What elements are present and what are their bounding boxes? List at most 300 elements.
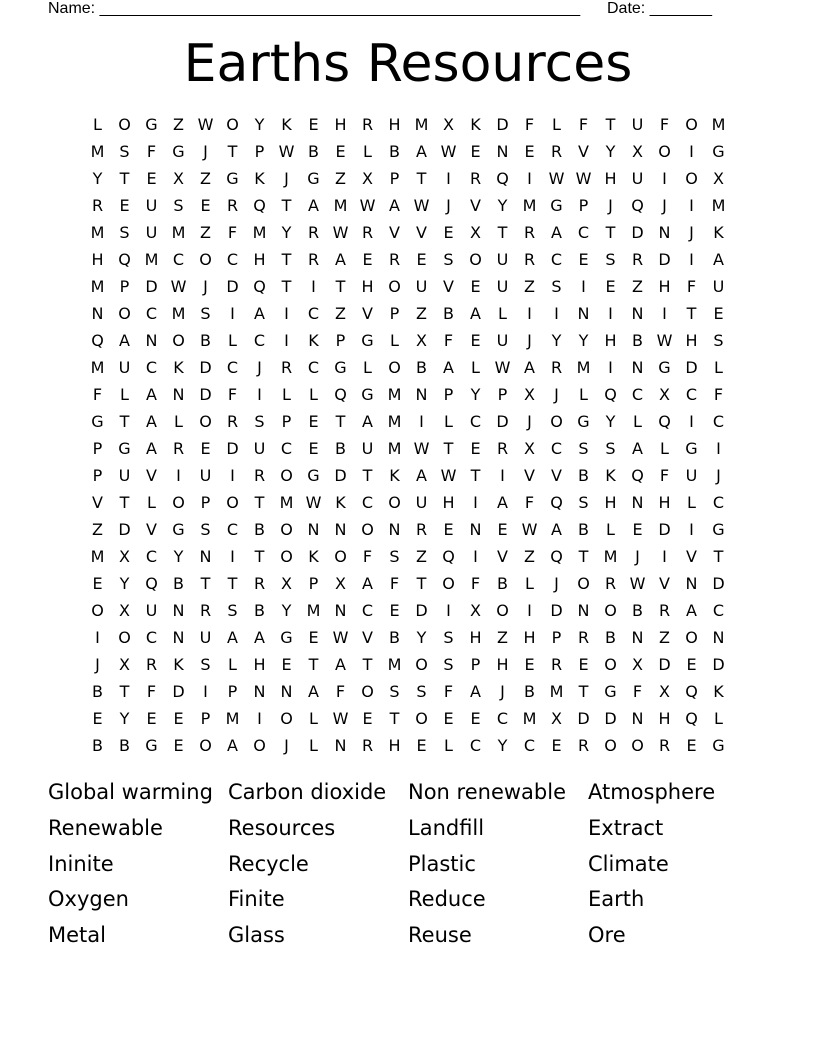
grid-letter: Q <box>334 385 347 404</box>
grid-letter: E <box>713 304 724 323</box>
grid-letter: I <box>689 142 694 161</box>
grid-letter: T <box>227 574 238 593</box>
grid-letter: U <box>118 466 131 485</box>
grid-letter: D <box>172 682 185 701</box>
grid-letter: O <box>253 736 266 755</box>
grid-letter: E <box>281 655 292 674</box>
grid-letter: Q <box>658 412 671 431</box>
grid-letter: L <box>714 709 723 728</box>
grid-letter: O <box>388 493 401 512</box>
header-line <box>48 0 712 20</box>
grid-letter: O <box>685 115 698 134</box>
grid-row <box>84 273 732 300</box>
grid-letter: X <box>443 115 454 134</box>
grid-letter: P <box>335 331 346 350</box>
grid-letter: V <box>92 493 103 512</box>
grid-letter: A <box>254 304 265 323</box>
grid-letter: S <box>173 196 184 215</box>
grid-letter: M <box>90 142 105 161</box>
grid-letter: U <box>199 628 212 647</box>
grid-letter: O <box>496 601 509 620</box>
grid-letter: C <box>685 385 698 404</box>
grid-letter: C <box>226 358 239 377</box>
grid-letter: E <box>443 709 454 728</box>
grid-letter: N <box>577 304 590 323</box>
grid-letter: H <box>469 628 482 647</box>
grid-letter: R <box>523 223 536 242</box>
grid-letter: B <box>254 520 265 539</box>
grid-letter: L <box>606 520 615 539</box>
grid-letter: A <box>416 142 427 161</box>
grid-letter: Y <box>254 115 265 134</box>
grid-letter: U <box>118 358 131 377</box>
grid-letter: U <box>145 223 158 242</box>
grid-letter: Q <box>253 277 266 296</box>
grid-letter: G <box>226 169 239 188</box>
grid-letter: Z <box>416 304 427 323</box>
grid-letter: E <box>200 196 211 215</box>
grid-letter: M <box>333 196 348 215</box>
grid-letter: L <box>660 439 669 458</box>
grid-letter: L <box>471 358 480 377</box>
grid-letter: S <box>119 223 130 242</box>
grid-letter: T <box>389 709 400 728</box>
grid-row <box>84 435 732 462</box>
grid-letter: F <box>146 142 157 161</box>
grid-letter: G <box>307 466 320 485</box>
word-list-item: Oxygen <box>48 887 129 912</box>
grid-letter: C <box>361 601 374 620</box>
grid-letter: R <box>469 169 482 188</box>
grid-letter: C <box>226 250 239 269</box>
grid-letter: N <box>631 493 644 512</box>
grid-row <box>84 624 732 651</box>
grid-letter: I <box>473 547 478 566</box>
grid-letter: T <box>335 277 346 296</box>
grid-letter: O <box>685 169 698 188</box>
grid-letter: E <box>470 439 481 458</box>
word-list-item: Ininite <box>48 851 114 876</box>
grid-letter: E <box>335 142 346 161</box>
grid-letter: O <box>199 736 212 755</box>
grid-letter: Y <box>173 547 184 566</box>
grid-letter: J <box>203 277 208 296</box>
grid-letter: X <box>659 385 670 404</box>
grid-letter: E <box>632 520 643 539</box>
grid-letter: S <box>416 682 427 701</box>
grid-letter: F <box>146 682 157 701</box>
word-list <box>48 776 768 955</box>
grid-letter: P <box>119 277 130 296</box>
grid-letter: X <box>524 439 535 458</box>
grid-letter: T <box>686 304 697 323</box>
grid-letter: R <box>550 655 563 674</box>
grid-letter: O <box>91 601 104 620</box>
grid-letter: U <box>685 466 698 485</box>
grid-letter: V <box>578 142 589 161</box>
grid-letter: B <box>173 574 184 593</box>
grid-letter: E <box>470 142 481 161</box>
grid-letter: T <box>254 547 265 566</box>
grid-letter: E <box>686 655 697 674</box>
grid-letter: L <box>579 385 588 404</box>
grid-letter: J <box>527 412 532 431</box>
grid-letter: R <box>253 466 266 485</box>
grid-letter: I <box>662 304 667 323</box>
grid-letter: U <box>496 250 509 269</box>
grid-letter: R <box>604 574 617 593</box>
grid-letter: I <box>554 304 559 323</box>
grid-letter: N <box>658 223 671 242</box>
grid-letter: C <box>523 736 536 755</box>
grid-letter: E <box>443 223 454 242</box>
grid-row <box>84 543 732 570</box>
grid-letter: C <box>550 439 563 458</box>
grid-letter: R <box>91 196 104 215</box>
grid-letter: S <box>605 250 616 269</box>
grid-letter: H <box>253 250 266 269</box>
grid-letter: P <box>200 493 211 512</box>
grid-letter: Q <box>118 250 131 269</box>
grid-letter: S <box>578 493 589 512</box>
grid-letter: Y <box>416 628 427 647</box>
grid-letter: E <box>92 574 103 593</box>
grid-letter: M <box>387 385 402 404</box>
grid-letter: Z <box>335 304 346 323</box>
grid-letter: D <box>577 709 590 728</box>
grid-letter: G <box>604 682 617 701</box>
grid-letter: Q <box>604 385 617 404</box>
grid-letter: F <box>335 682 346 701</box>
grid-letter: N <box>415 385 428 404</box>
grid-letter: H <box>685 331 698 350</box>
grid-letter: W <box>440 466 457 485</box>
grid-letter: G <box>712 736 725 755</box>
grid-letter: I <box>230 547 235 566</box>
grid-letter: G <box>685 439 698 458</box>
grid-letter: Y <box>605 412 616 431</box>
grid-letter: C <box>145 304 158 323</box>
grid-letter: H <box>658 277 671 296</box>
grid-letter: T <box>605 115 616 134</box>
grid-letter: R <box>172 439 185 458</box>
grid-letter: E <box>362 250 373 269</box>
grid-letter: R <box>577 736 590 755</box>
grid-letter: J <box>257 358 262 377</box>
grid-letter: B <box>524 682 535 701</box>
grid-row <box>84 246 732 273</box>
grid-letter: A <box>443 358 454 377</box>
grid-letter: S <box>389 547 400 566</box>
grid-letter: R <box>361 736 374 755</box>
grid-letter: C <box>145 628 158 647</box>
grid-letter: H <box>604 493 617 512</box>
grid-letter: E <box>497 520 508 539</box>
grid-letter: O <box>604 601 617 620</box>
grid-letter: Q <box>145 574 158 593</box>
grid-letter: K <box>254 169 265 188</box>
grid-letter: R <box>361 223 374 242</box>
grid-letter: N <box>334 736 347 755</box>
grid-letter: J <box>635 547 640 566</box>
grid-letter: L <box>552 115 561 134</box>
grid-letter: V <box>551 466 562 485</box>
grid-letter: G <box>658 358 671 377</box>
grid-letter: A <box>389 196 400 215</box>
grid-letter: D <box>226 277 239 296</box>
grid-letter: K <box>470 115 481 134</box>
grid-letter: G <box>334 358 347 377</box>
grid-letter: S <box>254 412 265 431</box>
grid-letter: X <box>470 223 481 242</box>
grid-letter: R <box>226 412 239 431</box>
grid-letter: D <box>685 358 698 377</box>
grid-letter: Y <box>497 736 508 755</box>
grid-letter: D <box>658 250 671 269</box>
grid-letter: J <box>554 574 559 593</box>
grid-letter: Y <box>119 709 130 728</box>
grid-letter: U <box>712 277 725 296</box>
grid-letter: H <box>658 709 671 728</box>
grid-letter: C <box>145 547 158 566</box>
grid-letter: S <box>605 439 616 458</box>
grid-row <box>84 354 732 381</box>
page-title: Earths Resources <box>183 34 633 94</box>
grid-letter: B <box>578 466 589 485</box>
grid-letter: L <box>120 385 129 404</box>
grid-letter: A <box>362 412 373 431</box>
grid-letter: E <box>92 709 103 728</box>
grid-letter: L <box>282 385 291 404</box>
grid-letter: L <box>363 142 372 161</box>
grid-letter: N <box>496 142 509 161</box>
grid-row <box>84 111 732 138</box>
grid-letter: C <box>307 304 320 323</box>
grid-letter: F <box>227 385 238 404</box>
grid-letter: J <box>284 736 289 755</box>
grid-letter: P <box>443 385 454 404</box>
grid-letter: J <box>554 385 559 404</box>
grid-letter: N <box>199 547 212 566</box>
grid-letter: B <box>92 736 103 755</box>
grid-letter: P <box>92 466 103 485</box>
grid-letter: T <box>281 250 292 269</box>
grid-letter: U <box>361 439 374 458</box>
grid-letter: Q <box>550 493 563 512</box>
grid-letter: G <box>172 520 185 539</box>
grid-letter: C <box>631 385 644 404</box>
grid-letter: D <box>658 520 671 539</box>
grid-letter: N <box>469 520 482 539</box>
grid-letter: H <box>388 115 401 134</box>
grid-letter: S <box>443 250 454 269</box>
grid-letter: M <box>171 223 186 242</box>
grid-letter: S <box>119 142 130 161</box>
grid-letter: A <box>632 439 643 458</box>
grid-letter: Z <box>632 277 643 296</box>
grid-letter: Y <box>92 169 103 188</box>
grid-letter: V <box>146 466 157 485</box>
grid-letter: M <box>279 493 294 512</box>
grid-row <box>84 300 732 327</box>
grid-letter: O <box>388 277 401 296</box>
grid-letter: P <box>497 385 508 404</box>
grid-letter: P <box>389 169 400 188</box>
grid-letter: M <box>522 709 537 728</box>
grid-letter: R <box>658 736 671 755</box>
grid-row <box>84 165 732 192</box>
grid-letter: I <box>689 520 694 539</box>
grid-letter: A <box>470 682 481 701</box>
grid-letter: O <box>226 115 239 134</box>
grid-letter: L <box>687 493 696 512</box>
grid-letter: P <box>308 574 319 593</box>
grid-letter: E <box>524 142 535 161</box>
grid-row <box>84 570 732 597</box>
grid-letter: P <box>389 304 400 323</box>
grid-letter: X <box>470 601 481 620</box>
grid-letter: M <box>387 412 402 431</box>
grid-letter: A <box>335 655 346 674</box>
word-list-item: Metal <box>48 923 106 948</box>
grid-letter: B <box>200 331 211 350</box>
grid-letter: Y <box>119 574 130 593</box>
grid-row <box>84 705 732 732</box>
grid-letter: T <box>254 493 265 512</box>
grid-letter: E <box>416 736 427 755</box>
grid-letter: S <box>713 331 724 350</box>
grid-letter: M <box>522 196 537 215</box>
grid-letter: I <box>446 601 451 620</box>
grid-letter: W <box>413 439 430 458</box>
grid-letter: H <box>604 169 617 188</box>
grid-letter: D <box>550 601 563 620</box>
grid-letter: W <box>332 709 349 728</box>
grid-row <box>84 597 732 624</box>
grid-letter: W <box>656 331 673 350</box>
grid-letter: L <box>498 304 507 323</box>
grid-letter: O <box>415 709 428 728</box>
grid-letter: V <box>443 277 454 296</box>
grid-letter: Z <box>200 169 211 188</box>
grid-letter: F <box>443 331 454 350</box>
grid-letter: W <box>494 358 511 377</box>
grid-letter: D <box>631 223 644 242</box>
grid-letter: T <box>605 223 616 242</box>
grid-letter: E <box>551 736 562 755</box>
grid-letter: G <box>361 385 374 404</box>
grid-letter: D <box>496 115 509 134</box>
grid-letter: T <box>578 682 589 701</box>
grid-letter: S <box>551 277 562 296</box>
grid-letter: L <box>147 493 156 512</box>
grid-letter: B <box>389 142 400 161</box>
grid-letter: T <box>470 466 481 485</box>
grid-letter: A <box>308 682 319 701</box>
grid-letter: H <box>658 493 671 512</box>
grid-letter: X <box>335 574 346 593</box>
grid-letter: N <box>388 520 401 539</box>
grid-letter: S <box>227 601 238 620</box>
grid-letter: I <box>203 682 208 701</box>
grid-letter: I <box>689 196 694 215</box>
grid-letter: N <box>577 601 590 620</box>
grid-letter: T <box>200 574 211 593</box>
grid-letter: U <box>496 331 509 350</box>
grid-row <box>84 678 732 705</box>
grid-letter: R <box>226 196 239 215</box>
grid-letter: I <box>581 277 586 296</box>
grid-letter: N <box>307 520 320 539</box>
grid-row <box>84 327 732 354</box>
grid-letter: U <box>253 439 266 458</box>
grid-letter: S <box>200 304 211 323</box>
grid-letter: Z <box>92 520 103 539</box>
grid-letter: R <box>523 250 536 269</box>
grid-letter: O <box>361 682 374 701</box>
grid-row <box>84 489 732 516</box>
grid-letter: L <box>444 412 453 431</box>
word-list-item: Reduce <box>408 887 486 912</box>
grid-letter: Y <box>470 385 481 404</box>
grid-letter: X <box>173 169 184 188</box>
grid-letter: N <box>334 520 347 539</box>
grid-letter: F <box>578 115 589 134</box>
grid-letter: F <box>470 574 481 593</box>
grid-row <box>84 408 732 435</box>
grid-letter: H <box>361 277 374 296</box>
grid-letter: J <box>608 196 613 215</box>
grid-letter: Y <box>281 223 292 242</box>
grid-letter: S <box>200 520 211 539</box>
grid-letter: U <box>631 169 644 188</box>
grid-letter: Y <box>551 331 562 350</box>
grid-letter: Z <box>416 547 427 566</box>
grid-letter: E <box>200 439 211 458</box>
word-list-item: Landfill <box>408 815 485 840</box>
grid-letter: T <box>362 655 373 674</box>
grid-letter: M <box>252 223 267 242</box>
grid-row <box>84 192 732 219</box>
grid-letter: X <box>659 682 670 701</box>
grid-row <box>84 138 732 165</box>
grid-letter: W <box>629 574 646 593</box>
grid-letter: W <box>197 115 214 134</box>
grid-letter: T <box>281 196 292 215</box>
date-blank: _______ <box>649 0 712 17</box>
grid-letter: Y <box>605 142 616 161</box>
grid-letter: R <box>550 358 563 377</box>
grid-letter: O <box>388 358 401 377</box>
grid-letter: L <box>309 385 318 404</box>
grid-letter: G <box>145 736 158 755</box>
grid-letter: Z <box>659 628 670 647</box>
grid-letter: B <box>632 601 643 620</box>
grid-letter: D <box>415 601 428 620</box>
grid-letter: M <box>576 358 591 377</box>
grid-letter: A <box>119 331 130 350</box>
grid-letter: G <box>712 142 725 161</box>
grid-letter: O <box>172 331 185 350</box>
date-label: Date: <box>607 0 646 17</box>
grid-letter: E <box>308 115 319 134</box>
grid-letter: A <box>416 466 427 485</box>
grid-letter: B <box>497 574 508 593</box>
grid-letter: E <box>119 196 130 215</box>
grid-letter: U <box>145 601 158 620</box>
grid-letter: V <box>470 196 481 215</box>
grid-letter: Z <box>497 628 508 647</box>
